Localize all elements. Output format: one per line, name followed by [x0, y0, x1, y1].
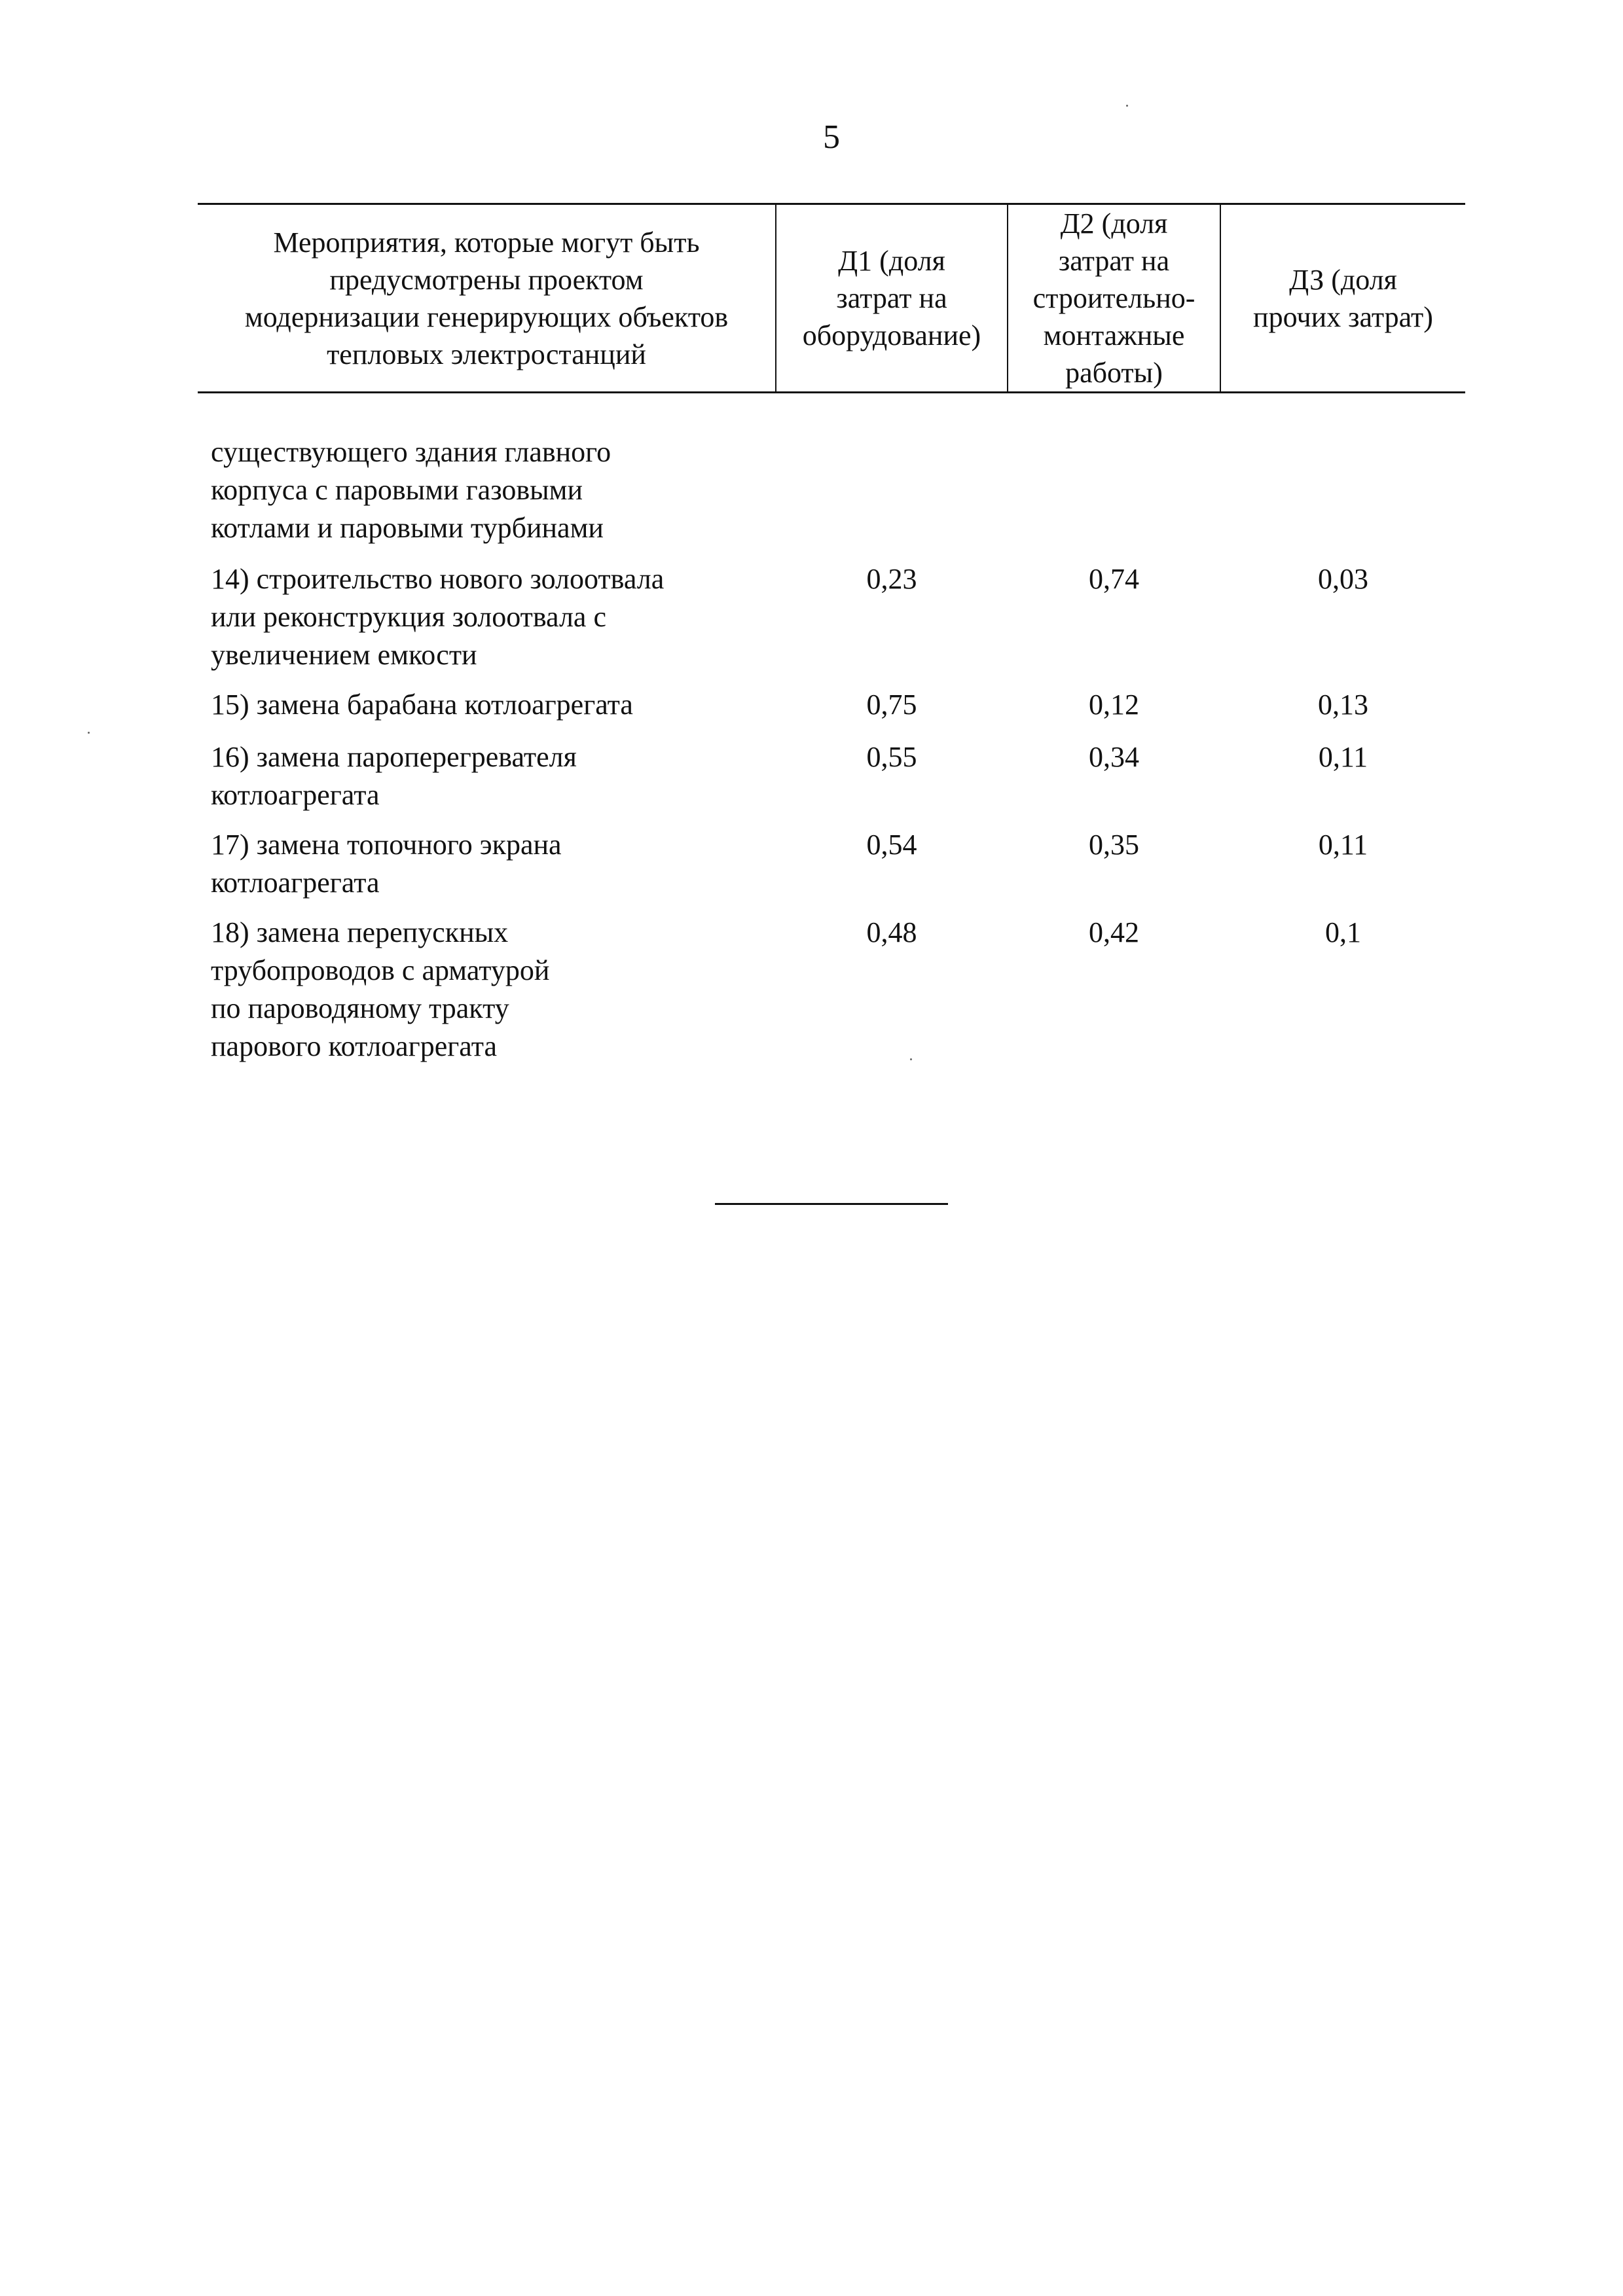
d2-value: 0,34: [1089, 741, 1139, 773]
d3-value: 0,03: [1318, 563, 1368, 595]
scan-speck: [88, 732, 90, 734]
scan-speck: [910, 1058, 912, 1060]
d3-value: 0,11: [1318, 741, 1368, 773]
d1-value: 0,48: [866, 916, 917, 948]
d1-value: 0,55: [866, 741, 917, 773]
d3-value: 0,11: [1318, 829, 1368, 861]
d1-value: 0,54: [866, 829, 917, 861]
header-d1: Д1 (доля затрат на оборудование): [802, 245, 981, 351]
d3-value: 0,1: [1325, 916, 1361, 948]
measure-name: 18) замена перепускных трубопроводов с арматурой по пароводяному тракту парового котлоагрегата: [211, 916, 550, 1062]
d2-value: 0,35: [1089, 829, 1139, 861]
d2-value: 0,74: [1089, 563, 1139, 595]
measure-name: 16) замена пароперегревателя котлоагрегата: [211, 741, 577, 811]
header-measures: Мероприятия, которые могут быть предусмотрены проектом модернизации генерирующих объектов тепловых электростанций: [244, 226, 729, 370]
page-number: 5: [823, 118, 840, 156]
measure-name: существующего здания главного корпуса с паровыми газовыми котлами и паровыми турбинами: [211, 436, 611, 544]
scan-speck: [1126, 105, 1128, 107]
measure-name: 14) строительство нового золоотвала или реконструкция золоотвала с увеличением емкости: [211, 563, 665, 671]
measure-name: 15) замена барабана котлоагрегата: [211, 689, 633, 721]
end-of-document-rule: [715, 1203, 948, 1205]
measure-name: 17) замена топочного экрана котлоагрегата: [211, 829, 562, 899]
d1-value: 0,23: [866, 563, 917, 595]
table-header-rule: [198, 391, 1465, 393]
d3-value: 0,13: [1318, 689, 1368, 721]
d2-value: 0,12: [1089, 689, 1139, 721]
header-d2: Д2 (доля затрат на строительно- монтажные работы): [1032, 207, 1195, 389]
d1-value: 0,75: [866, 689, 917, 721]
d2-value: 0,42: [1089, 916, 1139, 948]
header-d3: ДЗ (доля прочих затрат): [1253, 263, 1433, 333]
